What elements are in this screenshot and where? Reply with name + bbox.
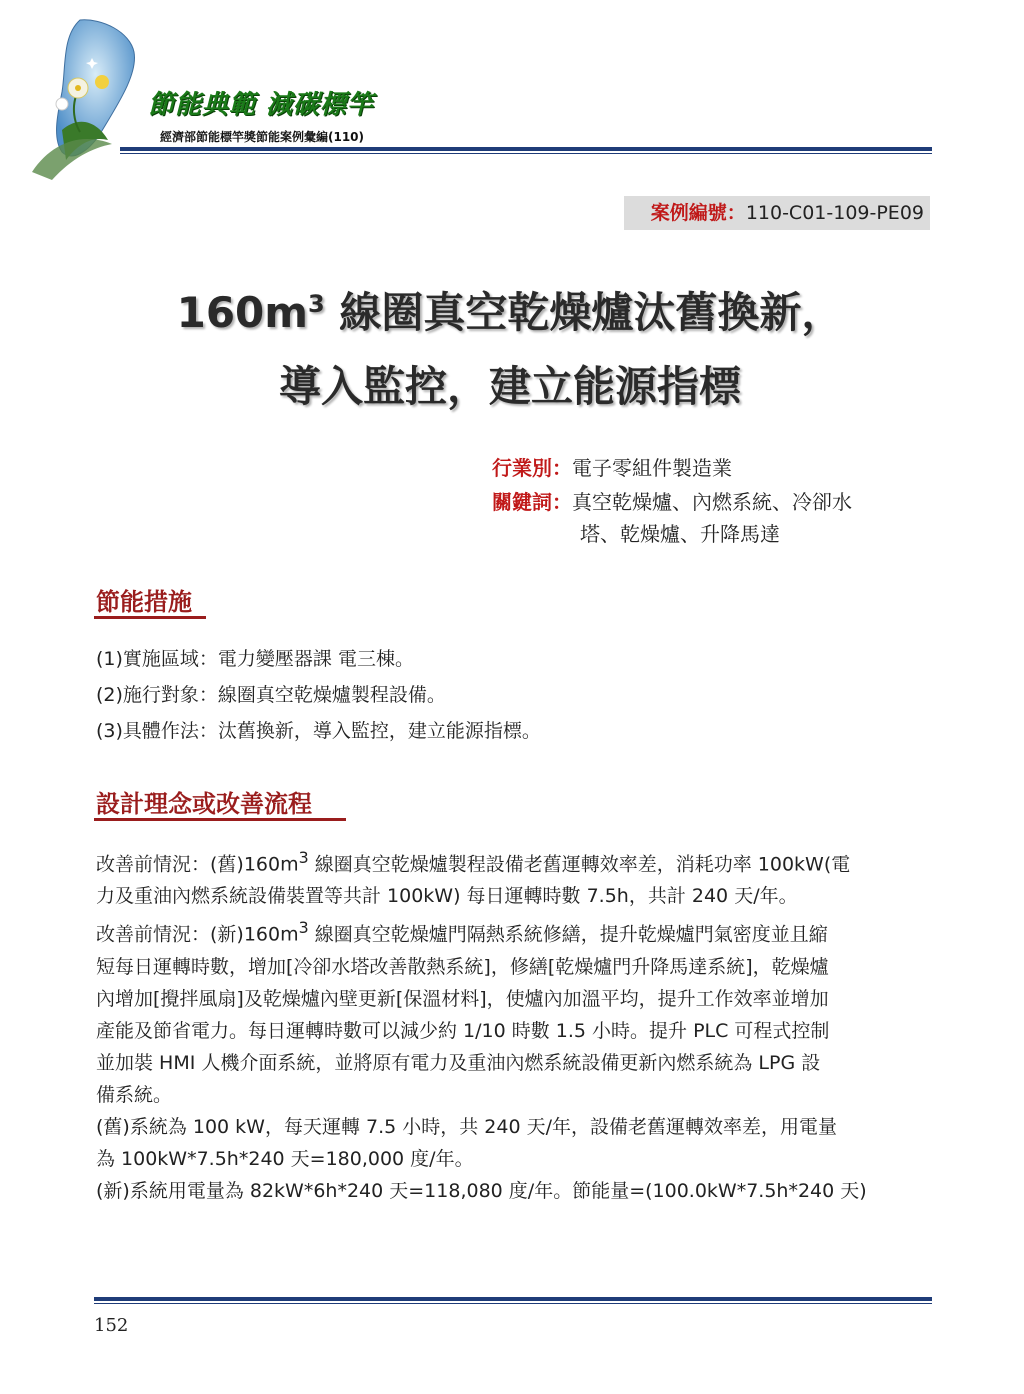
footer-rule-thin	[94, 1303, 932, 1304]
body-line: 短每日運轉時數，增加[冷卻水塔改善散熱系統]，修繕[乾燥爐門升降馬達系統]，乾燥爐	[96, 955, 829, 978]
keywords-row	[492, 486, 852, 515]
keywords-value-line1: 真空乾燥爐、內燃系統、冷卻水	[572, 490, 852, 514]
keywords-value-line2: 塔、乾燥爐、升降馬達	[580, 522, 780, 546]
body-line: (舊)系統為 100 kW，每天運轉 7.5 小時，共 240 天/年，設備老舊運轉效率差，用電量	[96, 1115, 838, 1138]
case-number-box	[624, 196, 930, 230]
body-line: (新)系統用電量為 82kW*6h*240 天=118,080 度/年。節能量=(100.0kW*7.5h*240 天)	[96, 1179, 867, 1202]
page-title-line2: 導入監控，建立能源指標	[278, 362, 741, 411]
footer-rule	[94, 1297, 932, 1301]
header-rule-thin	[120, 153, 932, 154]
page-number: 152	[94, 1315, 129, 1336]
case-number-value: 110-C01-109-PE09	[745, 202, 924, 224]
section-heading-design: 設計理念或改善流程	[96, 790, 312, 818]
section-underline-design	[94, 818, 346, 821]
measure-item: (1)實施區域：電力變壓器課 電三棟。	[96, 648, 414, 670]
industry-value: 電子零組件製造業	[572, 456, 732, 480]
body-line	[96, 912, 930, 950]
section-heading-measures: 節能措施	[96, 588, 192, 616]
design-body	[96, 842, 930, 1207]
body-line: 並加裝 HMI 人機介面系統，並將原有電力及重油內燃系統設備更新內燃系統為 LPG 設	[96, 1051, 821, 1074]
body-line: 備系統。	[96, 1083, 173, 1106]
title-line1-sup: 3	[308, 290, 325, 318]
brand-title: 節能典範 減碳標竿	[148, 90, 375, 120]
body-line3-sup: 3	[298, 918, 309, 938]
industry-row	[492, 452, 732, 481]
section-underline-measures	[94, 616, 206, 619]
body-line3-post: 線圈真空乾燥爐門隔熱系統修繕，提升乾燥爐門氣密度並且縮	[308, 923, 828, 946]
body-line: 內增加[攪拌風扇]及乾燥爐內壁更新[保溫材料]，使爐內加溫平均，提升工作效率並增加	[96, 987, 829, 1010]
keywords-label: 關鍵詞：	[492, 490, 572, 514]
header-rule	[120, 147, 932, 151]
body-line: 產能及節省電力。每日運轉時數可以減少約 1/10 時數 1.5 小時。提升 PLC 可程式控制	[96, 1019, 830, 1042]
body-line1-sup: 3	[298, 848, 309, 867]
title-line1-post: 線圈真空乾燥爐汰舊換新，	[324, 288, 844, 337]
case-number-label: 案例編號：	[650, 202, 746, 224]
body-line1-pre: 改善前情況：(舊)160m	[96, 853, 299, 876]
page-title-line1	[100, 280, 920, 340]
taiwan-flower-logo	[22, 12, 152, 182]
body-line: 為 100kW*7.5h*240 天=180,000 度/年。	[96, 1147, 474, 1170]
measure-item: (3)具體作法：汰舊換新，導入監控，建立能源指標。	[96, 720, 541, 742]
industry-label: 行業別：	[492, 456, 572, 480]
measure-item: (2)施行對象：線圈真空乾燥爐製程設備。	[96, 684, 446, 706]
body-line3-pre: 改善前情況：(新)160m	[96, 923, 299, 946]
publication-subtitle: 經濟部節能標竿獎節能案例彙編(110)	[160, 130, 365, 144]
body-line: 力及重油內燃系統設備裝置等共計 100kW) 每日運轉時數 7.5h，共計 240 天/年。	[96, 885, 798, 908]
title-line1-pre: 160m	[176, 288, 309, 337]
body-line1-post: 線圈真空乾燥爐製程設備老舊運轉效率差，消耗功率 100kW(電	[308, 853, 851, 876]
body-line	[96, 842, 930, 880]
